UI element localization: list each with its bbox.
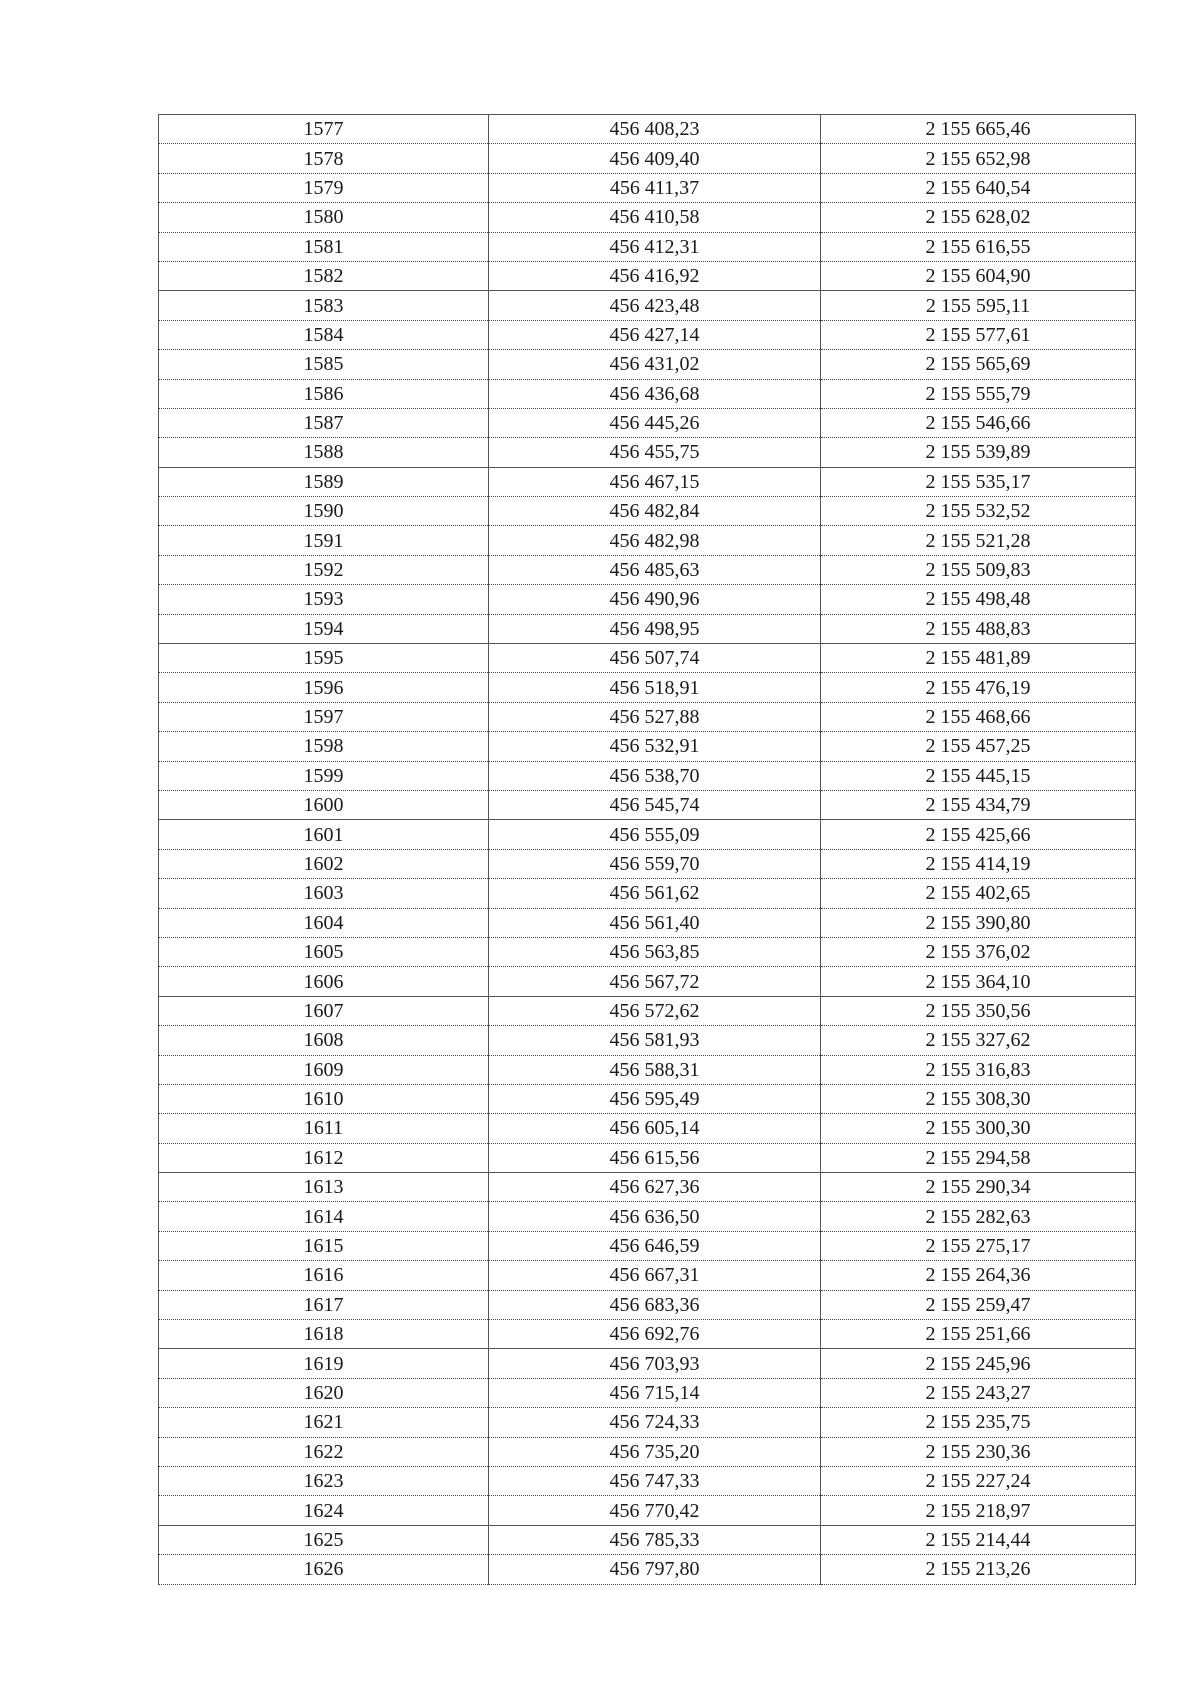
table-row bbox=[159, 849, 1136, 878]
table-row bbox=[159, 761, 1136, 790]
y-coordinate-cell: 2 155 218,97 bbox=[821, 1496, 1136, 1525]
x-coordinate-cell: 456 532,91 bbox=[489, 732, 821, 761]
y-coordinate-cell: 2 155 425,66 bbox=[821, 820, 1136, 849]
y-coordinate-cell: 2 155 308,30 bbox=[821, 1084, 1136, 1113]
point-number-cell: 1595 bbox=[159, 644, 489, 673]
coordinates-table-body bbox=[159, 115, 1136, 1585]
table-row bbox=[159, 350, 1136, 379]
x-coordinate-cell: 456 408,23 bbox=[489, 115, 821, 144]
table-row bbox=[159, 1320, 1136, 1349]
x-coordinate-cell: 456 646,59 bbox=[489, 1231, 821, 1260]
point-number-cell: 1587 bbox=[159, 408, 489, 437]
table-row bbox=[159, 614, 1136, 643]
y-coordinate-cell: 2 155 376,02 bbox=[821, 937, 1136, 966]
point-number-cell: 1608 bbox=[159, 1026, 489, 1055]
x-coordinate-cell: 456 416,92 bbox=[489, 261, 821, 290]
table-row bbox=[159, 879, 1136, 908]
y-coordinate-cell: 2 155 402,65 bbox=[821, 879, 1136, 908]
x-coordinate-cell: 456 581,93 bbox=[489, 1026, 821, 1055]
x-coordinate-cell: 456 538,70 bbox=[489, 761, 821, 790]
x-coordinate-cell: 456 436,68 bbox=[489, 379, 821, 408]
x-coordinate-cell: 456 467,15 bbox=[489, 467, 821, 496]
x-coordinate-cell: 456 615,56 bbox=[489, 1143, 821, 1172]
x-coordinate-cell: 456 445,26 bbox=[489, 408, 821, 437]
x-coordinate-cell: 456 605,14 bbox=[489, 1114, 821, 1143]
table-row bbox=[159, 467, 1136, 496]
point-number-cell: 1585 bbox=[159, 350, 489, 379]
table-row bbox=[159, 1408, 1136, 1437]
point-number-cell: 1597 bbox=[159, 702, 489, 731]
table-row bbox=[159, 379, 1136, 408]
table-row bbox=[159, 408, 1136, 437]
y-coordinate-cell: 2 155 665,46 bbox=[821, 115, 1136, 144]
table-row bbox=[159, 996, 1136, 1025]
table-row bbox=[159, 1525, 1136, 1554]
y-coordinate-cell: 2 155 481,89 bbox=[821, 644, 1136, 673]
point-number-cell: 1588 bbox=[159, 438, 489, 467]
x-coordinate-cell: 456 703,93 bbox=[489, 1349, 821, 1378]
table-row bbox=[159, 526, 1136, 555]
y-coordinate-cell: 2 155 616,55 bbox=[821, 232, 1136, 261]
y-coordinate-cell: 2 155 300,30 bbox=[821, 1114, 1136, 1143]
point-number-cell: 1605 bbox=[159, 937, 489, 966]
table-row bbox=[159, 1055, 1136, 1084]
point-number-cell: 1610 bbox=[159, 1084, 489, 1113]
x-coordinate-cell: 456 715,14 bbox=[489, 1378, 821, 1407]
y-coordinate-cell: 2 155 294,58 bbox=[821, 1143, 1136, 1172]
point-number-cell: 1612 bbox=[159, 1143, 489, 1172]
table-row bbox=[159, 1290, 1136, 1319]
x-coordinate-cell: 456 518,91 bbox=[489, 673, 821, 702]
table-row bbox=[159, 820, 1136, 849]
table-row bbox=[159, 203, 1136, 232]
point-number-cell: 1623 bbox=[159, 1466, 489, 1495]
x-coordinate-cell: 456 555,09 bbox=[489, 820, 821, 849]
point-number-cell: 1607 bbox=[159, 996, 489, 1025]
y-coordinate-cell: 2 155 327,62 bbox=[821, 1026, 1136, 1055]
table-row bbox=[159, 555, 1136, 584]
table-row bbox=[159, 1143, 1136, 1172]
table-row bbox=[159, 1555, 1136, 1584]
point-number-cell: 1617 bbox=[159, 1290, 489, 1319]
table-row bbox=[159, 1496, 1136, 1525]
point-number-cell: 1594 bbox=[159, 614, 489, 643]
point-number-cell: 1591 bbox=[159, 526, 489, 555]
point-number-cell: 1619 bbox=[159, 1349, 489, 1378]
y-coordinate-cell: 2 155 445,15 bbox=[821, 761, 1136, 790]
table-row bbox=[159, 438, 1136, 467]
y-coordinate-cell: 2 155 434,79 bbox=[821, 790, 1136, 819]
y-coordinate-cell: 2 155 251,66 bbox=[821, 1320, 1136, 1349]
point-number-cell: 1586 bbox=[159, 379, 489, 408]
y-coordinate-cell: 2 155 546,66 bbox=[821, 408, 1136, 437]
y-coordinate-cell: 2 155 498,48 bbox=[821, 585, 1136, 614]
y-coordinate-cell: 2 155 364,10 bbox=[821, 967, 1136, 996]
x-coordinate-cell: 456 747,33 bbox=[489, 1466, 821, 1495]
x-coordinate-cell: 456 667,31 bbox=[489, 1261, 821, 1290]
y-coordinate-cell: 2 155 264,36 bbox=[821, 1261, 1136, 1290]
table-row bbox=[159, 967, 1136, 996]
point-number-cell: 1578 bbox=[159, 144, 489, 173]
y-coordinate-cell: 2 155 213,26 bbox=[821, 1555, 1136, 1584]
x-coordinate-cell: 456 588,31 bbox=[489, 1055, 821, 1084]
point-number-cell: 1615 bbox=[159, 1231, 489, 1260]
x-coordinate-cell: 456 485,63 bbox=[489, 555, 821, 584]
x-coordinate-cell: 456 527,88 bbox=[489, 702, 821, 731]
table-row bbox=[159, 673, 1136, 702]
x-coordinate-cell: 456 683,36 bbox=[489, 1290, 821, 1319]
y-coordinate-cell: 2 155 640,54 bbox=[821, 173, 1136, 202]
y-coordinate-cell: 2 155 390,80 bbox=[821, 908, 1136, 937]
table-row bbox=[159, 1202, 1136, 1231]
x-coordinate-cell: 456 507,74 bbox=[489, 644, 821, 673]
point-number-cell: 1604 bbox=[159, 908, 489, 937]
table-row bbox=[159, 1378, 1136, 1407]
y-coordinate-cell: 2 155 595,11 bbox=[821, 291, 1136, 320]
point-number-cell: 1603 bbox=[159, 879, 489, 908]
point-number-cell: 1593 bbox=[159, 585, 489, 614]
point-number-cell: 1579 bbox=[159, 173, 489, 202]
x-coordinate-cell: 456 423,48 bbox=[489, 291, 821, 320]
point-number-cell: 1590 bbox=[159, 497, 489, 526]
point-number-cell: 1600 bbox=[159, 790, 489, 819]
table-row bbox=[159, 1084, 1136, 1113]
y-coordinate-cell: 2 155 577,61 bbox=[821, 320, 1136, 349]
point-number-cell: 1616 bbox=[159, 1261, 489, 1290]
x-coordinate-cell: 456 567,72 bbox=[489, 967, 821, 996]
table-row bbox=[159, 585, 1136, 614]
point-number-cell: 1577 bbox=[159, 115, 489, 144]
y-coordinate-cell: 2 155 414,19 bbox=[821, 849, 1136, 878]
point-number-cell: 1583 bbox=[159, 291, 489, 320]
x-coordinate-cell: 456 410,58 bbox=[489, 203, 821, 232]
table-row bbox=[159, 144, 1136, 173]
y-coordinate-cell: 2 155 535,17 bbox=[821, 467, 1136, 496]
table-row bbox=[159, 291, 1136, 320]
y-coordinate-cell: 2 155 282,63 bbox=[821, 1202, 1136, 1231]
y-coordinate-cell: 2 155 604,90 bbox=[821, 261, 1136, 290]
x-coordinate-cell: 456 545,74 bbox=[489, 790, 821, 819]
point-number-cell: 1589 bbox=[159, 467, 489, 496]
point-number-cell: 1606 bbox=[159, 967, 489, 996]
y-coordinate-cell: 2 155 316,83 bbox=[821, 1055, 1136, 1084]
point-number-cell: 1592 bbox=[159, 555, 489, 584]
y-coordinate-cell: 2 155 476,19 bbox=[821, 673, 1136, 702]
y-coordinate-cell: 2 155 468,66 bbox=[821, 702, 1136, 731]
x-coordinate-cell: 456 595,49 bbox=[489, 1084, 821, 1113]
point-number-cell: 1618 bbox=[159, 1320, 489, 1349]
y-coordinate-cell: 2 155 230,36 bbox=[821, 1437, 1136, 1466]
y-coordinate-cell: 2 155 539,89 bbox=[821, 438, 1136, 467]
x-coordinate-cell: 456 427,14 bbox=[489, 320, 821, 349]
x-coordinate-cell: 456 627,36 bbox=[489, 1173, 821, 1202]
point-number-cell: 1599 bbox=[159, 761, 489, 790]
y-coordinate-cell: 2 155 259,47 bbox=[821, 1290, 1136, 1319]
y-coordinate-cell: 2 155 243,27 bbox=[821, 1378, 1136, 1407]
x-coordinate-cell: 456 482,98 bbox=[489, 526, 821, 555]
table-row bbox=[159, 1261, 1136, 1290]
coordinates-table bbox=[158, 114, 1136, 1585]
y-coordinate-cell: 2 155 565,69 bbox=[821, 350, 1136, 379]
table-row bbox=[159, 732, 1136, 761]
point-number-cell: 1624 bbox=[159, 1496, 489, 1525]
table-row bbox=[159, 232, 1136, 261]
x-coordinate-cell: 456 636,50 bbox=[489, 1202, 821, 1231]
x-coordinate-cell: 456 770,42 bbox=[489, 1496, 821, 1525]
table-row bbox=[159, 702, 1136, 731]
table-row bbox=[159, 1026, 1136, 1055]
point-number-cell: 1580 bbox=[159, 203, 489, 232]
point-number-cell: 1601 bbox=[159, 820, 489, 849]
x-coordinate-cell: 456 490,96 bbox=[489, 585, 821, 614]
point-number-cell: 1609 bbox=[159, 1055, 489, 1084]
x-coordinate-cell: 456 561,62 bbox=[489, 879, 821, 908]
y-coordinate-cell: 2 155 488,83 bbox=[821, 614, 1136, 643]
x-coordinate-cell: 456 409,40 bbox=[489, 144, 821, 173]
x-coordinate-cell: 456 561,40 bbox=[489, 908, 821, 937]
point-number-cell: 1614 bbox=[159, 1202, 489, 1231]
table-row bbox=[159, 790, 1136, 819]
table-row bbox=[159, 644, 1136, 673]
x-coordinate-cell: 456 563,85 bbox=[489, 937, 821, 966]
point-number-cell: 1621 bbox=[159, 1408, 489, 1437]
y-coordinate-cell: 2 155 521,28 bbox=[821, 526, 1136, 555]
table-row bbox=[159, 1231, 1136, 1260]
x-coordinate-cell: 456 498,95 bbox=[489, 614, 821, 643]
y-coordinate-cell: 2 155 214,44 bbox=[821, 1525, 1136, 1554]
table-row bbox=[159, 320, 1136, 349]
point-number-cell: 1626 bbox=[159, 1555, 489, 1584]
y-coordinate-cell: 2 155 509,83 bbox=[821, 555, 1136, 584]
y-coordinate-cell: 2 155 555,79 bbox=[821, 379, 1136, 408]
point-number-cell: 1582 bbox=[159, 261, 489, 290]
x-coordinate-cell: 456 785,33 bbox=[489, 1525, 821, 1554]
y-coordinate-cell: 2 155 652,98 bbox=[821, 144, 1136, 173]
table-row bbox=[159, 115, 1136, 144]
x-coordinate-cell: 456 692,76 bbox=[489, 1320, 821, 1349]
table-row bbox=[159, 1349, 1136, 1378]
x-coordinate-cell: 456 735,20 bbox=[489, 1437, 821, 1466]
point-number-cell: 1584 bbox=[159, 320, 489, 349]
table-row bbox=[159, 261, 1136, 290]
point-number-cell: 1622 bbox=[159, 1437, 489, 1466]
y-coordinate-cell: 2 155 457,25 bbox=[821, 732, 1136, 761]
point-number-cell: 1581 bbox=[159, 232, 489, 261]
y-coordinate-cell: 2 155 245,96 bbox=[821, 1349, 1136, 1378]
x-coordinate-cell: 456 559,70 bbox=[489, 849, 821, 878]
table-row bbox=[159, 1173, 1136, 1202]
x-coordinate-cell: 456 455,75 bbox=[489, 438, 821, 467]
x-coordinate-cell: 456 482,84 bbox=[489, 497, 821, 526]
y-coordinate-cell: 2 155 235,75 bbox=[821, 1408, 1136, 1437]
table-row bbox=[159, 1437, 1136, 1466]
y-coordinate-cell: 2 155 532,52 bbox=[821, 497, 1136, 526]
x-coordinate-cell: 456 411,37 bbox=[489, 173, 821, 202]
point-number-cell: 1596 bbox=[159, 673, 489, 702]
table-row bbox=[159, 173, 1136, 202]
x-coordinate-cell: 456 412,31 bbox=[489, 232, 821, 261]
point-number-cell: 1611 bbox=[159, 1114, 489, 1143]
x-coordinate-cell: 456 797,80 bbox=[489, 1555, 821, 1584]
table-row bbox=[159, 937, 1136, 966]
point-number-cell: 1613 bbox=[159, 1173, 489, 1202]
table-row bbox=[159, 497, 1136, 526]
table-row bbox=[159, 1114, 1136, 1143]
point-number-cell: 1598 bbox=[159, 732, 489, 761]
y-coordinate-cell: 2 155 350,56 bbox=[821, 996, 1136, 1025]
point-number-cell: 1620 bbox=[159, 1378, 489, 1407]
table-row bbox=[159, 1466, 1136, 1495]
table-row bbox=[159, 908, 1136, 937]
y-coordinate-cell: 2 155 227,24 bbox=[821, 1466, 1136, 1495]
y-coordinate-cell: 2 155 628,02 bbox=[821, 203, 1136, 232]
y-coordinate-cell: 2 155 275,17 bbox=[821, 1231, 1136, 1260]
x-coordinate-cell: 456 724,33 bbox=[489, 1408, 821, 1437]
x-coordinate-cell: 456 431,02 bbox=[489, 350, 821, 379]
y-coordinate-cell: 2 155 290,34 bbox=[821, 1173, 1136, 1202]
point-number-cell: 1602 bbox=[159, 849, 489, 878]
x-coordinate-cell: 456 572,62 bbox=[489, 996, 821, 1025]
point-number-cell: 1625 bbox=[159, 1525, 489, 1554]
